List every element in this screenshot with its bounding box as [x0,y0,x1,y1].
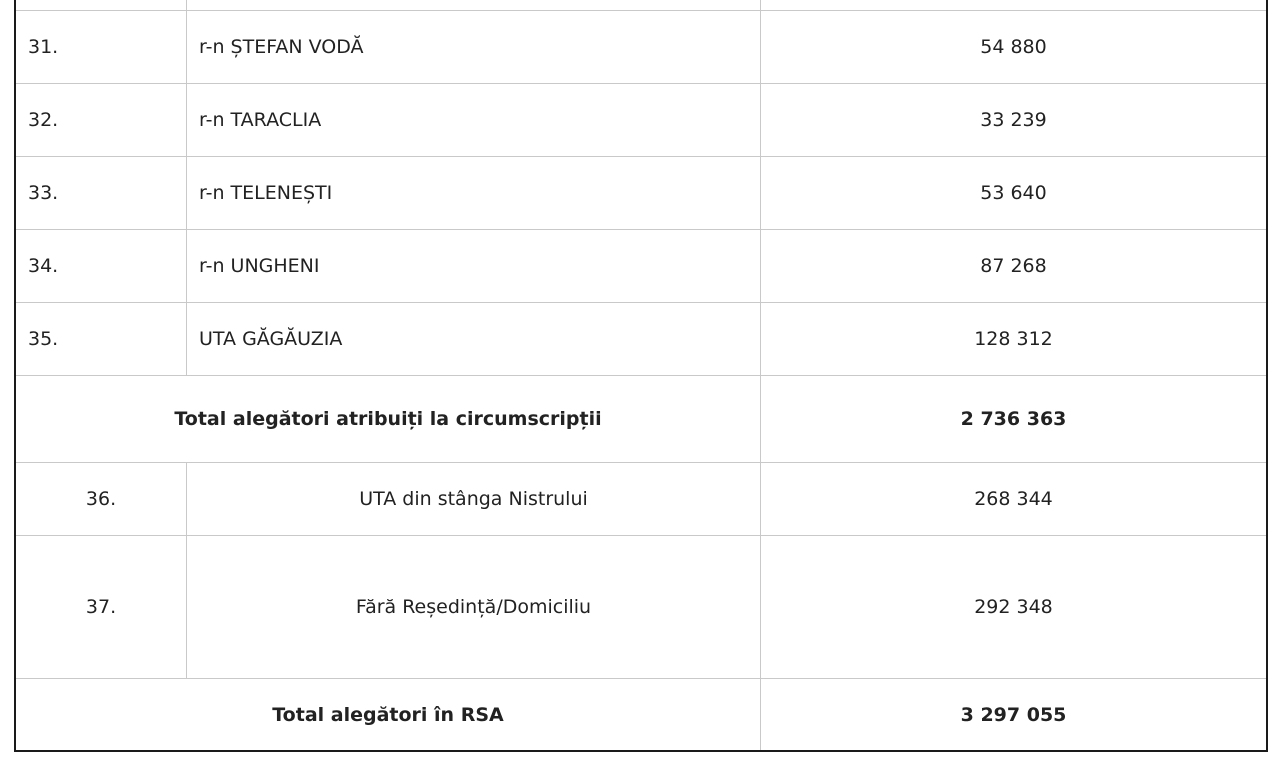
total-circumscriptions-row [16,376,1267,463]
table-cell [187,0,761,11]
row-number: 33. [16,157,187,230]
row-number: 31. [16,11,187,84]
row-number: 34. [16,230,187,303]
table-row [16,463,1267,536]
total-circumscriptions-value: 2 736 363 [761,376,1267,463]
elector-count: 268 344 [761,463,1267,536]
elector-count: 128 312 [761,303,1267,376]
district-name: Fără Reședință/Domiciliu [187,536,761,679]
district-name: r-n TARACLIA [187,84,761,157]
table-row-previous [16,0,1267,11]
table-row [16,84,1267,157]
elector-count: 54 880 [761,11,1267,84]
total-circumscriptions-label: Total alegători atribuiți la circumscripții [16,376,761,463]
district-name: r-n UNGHENI [187,230,761,303]
district-name: UTA din stânga Nistrului [187,463,761,536]
row-number: 36. [16,463,187,536]
district-name: r-n ȘTEFAN VODĂ [187,11,761,84]
elector-count: 53 640 [761,157,1267,230]
elector-count: 292 348 [761,536,1267,679]
table-row [16,157,1267,230]
table-cell [761,0,1267,11]
total-rsa-row [16,679,1267,752]
elector-count: 87 268 [761,230,1267,303]
table-row [16,303,1267,376]
table-row [16,230,1267,303]
total-rsa-label: Total alegători în RSA [16,679,761,752]
elector-count: 33 239 [761,84,1267,157]
row-number: 32. [16,84,187,157]
district-name: UTA GĂGĂUZIA [187,303,761,376]
total-rsa-value: 3 297 055 [761,679,1267,752]
table-row [16,11,1267,84]
electors-table [15,0,1267,752]
table-row [16,536,1267,679]
table-cell [16,0,187,11]
row-number: 37. [16,536,187,679]
district-name: r-n TELENEȘTI [187,157,761,230]
row-number: 35. [16,303,187,376]
